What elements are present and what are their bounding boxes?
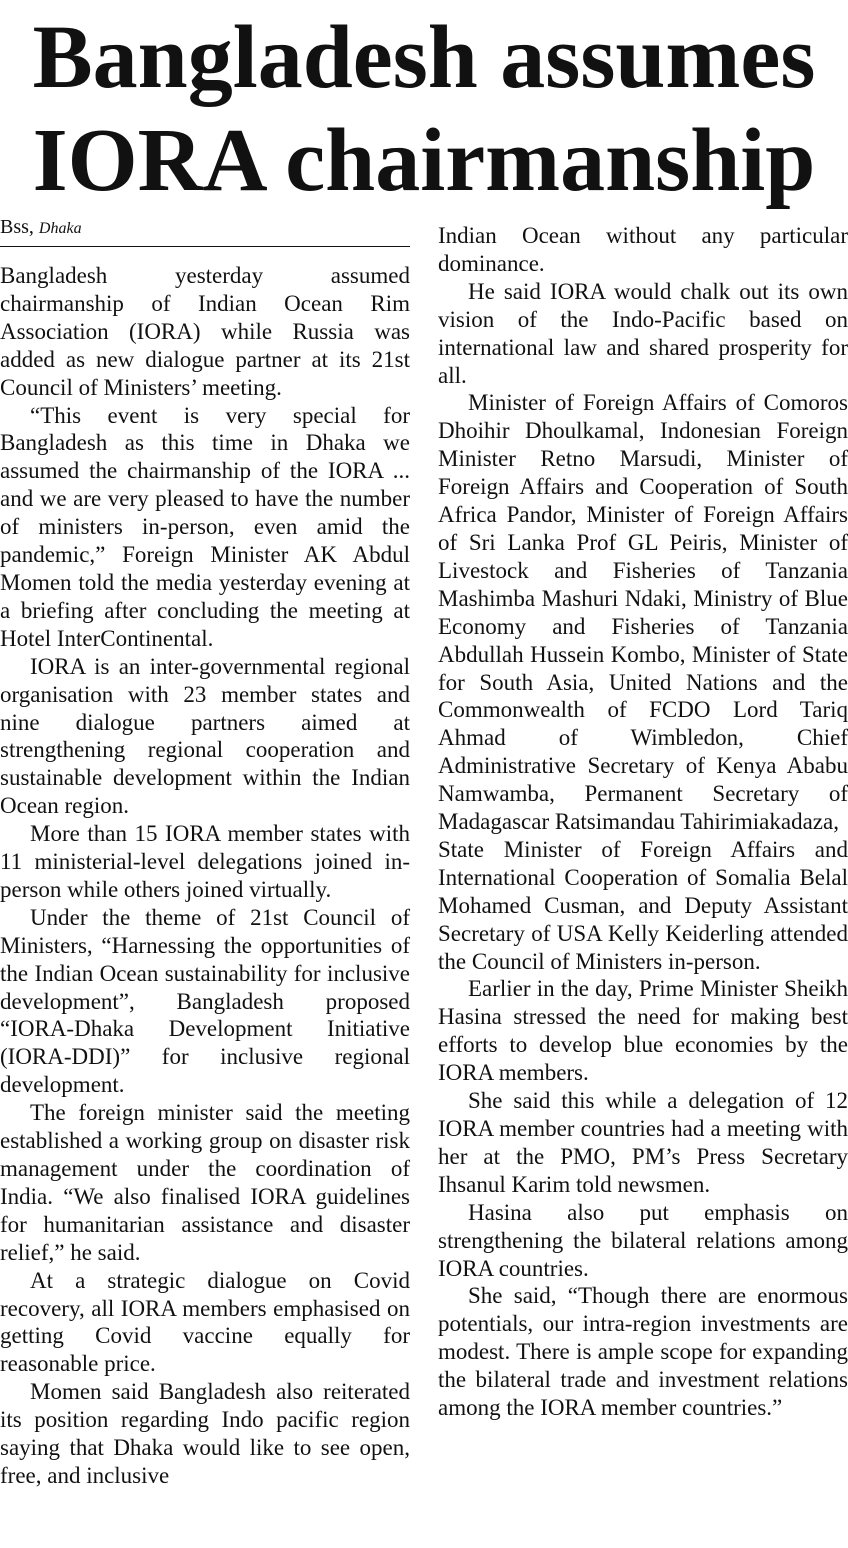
paragraph: She said this while a delegation of 12 IORA member countries had a meeting with her at the PMO, PM’s Press Secretary Ihsanul Karim told newsmen. [438, 1088, 848, 1197]
article-column-right [438, 222, 848, 1422]
paragraph: State Minister of Foreign Affairs and International Cooperation of Somalia Belal Mohamed Cusman, and Deputy Assistant Secretary of USA Kelly Keiderling attended the Council of Ministers in-person. [438, 836, 848, 974]
headline-line-1: Bangladesh assumes [32, 8, 816, 107]
paragraph: She said, “Though there are enormous potentials, our intra-region investments are modest. There is ample scope for expanding the bilateral trade and investment relations among the IORA member countries.” [438, 1283, 848, 1421]
paragraph: Bangladesh yesterday assumed chairmanship of Indian Ocean Rim Association (IORA) while Russia was added as new dialogue partner at its 21st Council of Ministers’ meeting. [0, 263, 410, 400]
paragraph: He said IORA would chalk out its own vision of the Indo-Pacific based on international law and shared prosperity for all. [438, 278, 848, 388]
paragraph: At a strategic dialogue on Covid recovery, all IORA members emphasised on getting Covid vaccine equally for reasonable price. [0, 1267, 410, 1377]
paragraph: Minister of Foreign Affairs of Comoros Dhoihir Dhoulkamal, Indonesian Foreign Minister Retno Marsudi, Minister of Foreign Affairs and Cooperation of South Africa Pandor, Minister of Foreign Affairs of Sri Lanka Prof GL Peiris, Minister of Livestock and Fisheries of Tanzania Mashimba Mashuri Ndaki, Ministry of Blue Economy and Fisheries of Tanzania Abdullah Hussein Kombo, Minister of State for South Asia, United Nations and the Commonwealth of FCDO Lord Tariq Ahmad of Wimbledon, Chief Administrative Secretary of Kenya Ababu Namwamba, Permanent Secretary of Madagascar Ratsimandau Tahirimiakadaza, [438, 390, 848, 835]
paragraph: Indian Ocean without any particular dominance. [438, 223, 848, 276]
headline-line-2: IORA chairmanship [32, 111, 816, 210]
article-column-left [0, 262, 410, 1490]
byline [0, 216, 410, 247]
paragraph: Earlier in the day, Prime Minister Sheikh Hasina stressed the need for making best efforts to develop blue economies by the IORA members. [438, 976, 848, 1086]
headline [0, 6, 848, 212]
paragraph: IORA is an inter-governmental regional organisation with 23 member states and nine dialogue partners aimed at strengthening regional cooperation and sustainable development within the Indian Ocean region. [0, 653, 410, 819]
byline-place: Dhaka [38, 220, 82, 237]
paragraph: Under the theme of 21st Council of Ministers, “Harnessing the opportunities of the Indian Ocean sustainability for inclusive development”, Bangladesh proposed “IORA-Dhaka Development Initiative (IORA-DDI)” for inclusive regional development. [0, 904, 410, 1098]
byline-agency: Bss, [0, 216, 34, 238]
paragraph: Momen said Bangladesh also reiterated its position regarding Indo pacific region saying that Dhaka would like to see open, free, and inclusive [0, 1379, 410, 1488]
paragraph: Hasina also put emphasis on strengthening the bilateral relations among IORA countries. [438, 1199, 848, 1281]
paragraph: More than 15 IORA member states with 11 ministerial-level delegations joined in-person while others joined virtually. [0, 821, 410, 902]
paragraph: “This event is very special for Bangladesh as this time in Dhaka we assumed the chairmanship of the IORA ... and we are very pleased to have the number of ministers in-person, even amid the pandemic,” Foreign Minister AK Abdul Momen told the media yesterday evening at a briefing after concluding the meeting at Hotel InterContinental. [0, 402, 410, 651]
paragraph: The foreign minister said the meeting established a working group on disaster risk management under the coordination of India. “We also finalised IORA guidelines for humanitarian assistance and disaster relief,” he said. [0, 1100, 410, 1265]
